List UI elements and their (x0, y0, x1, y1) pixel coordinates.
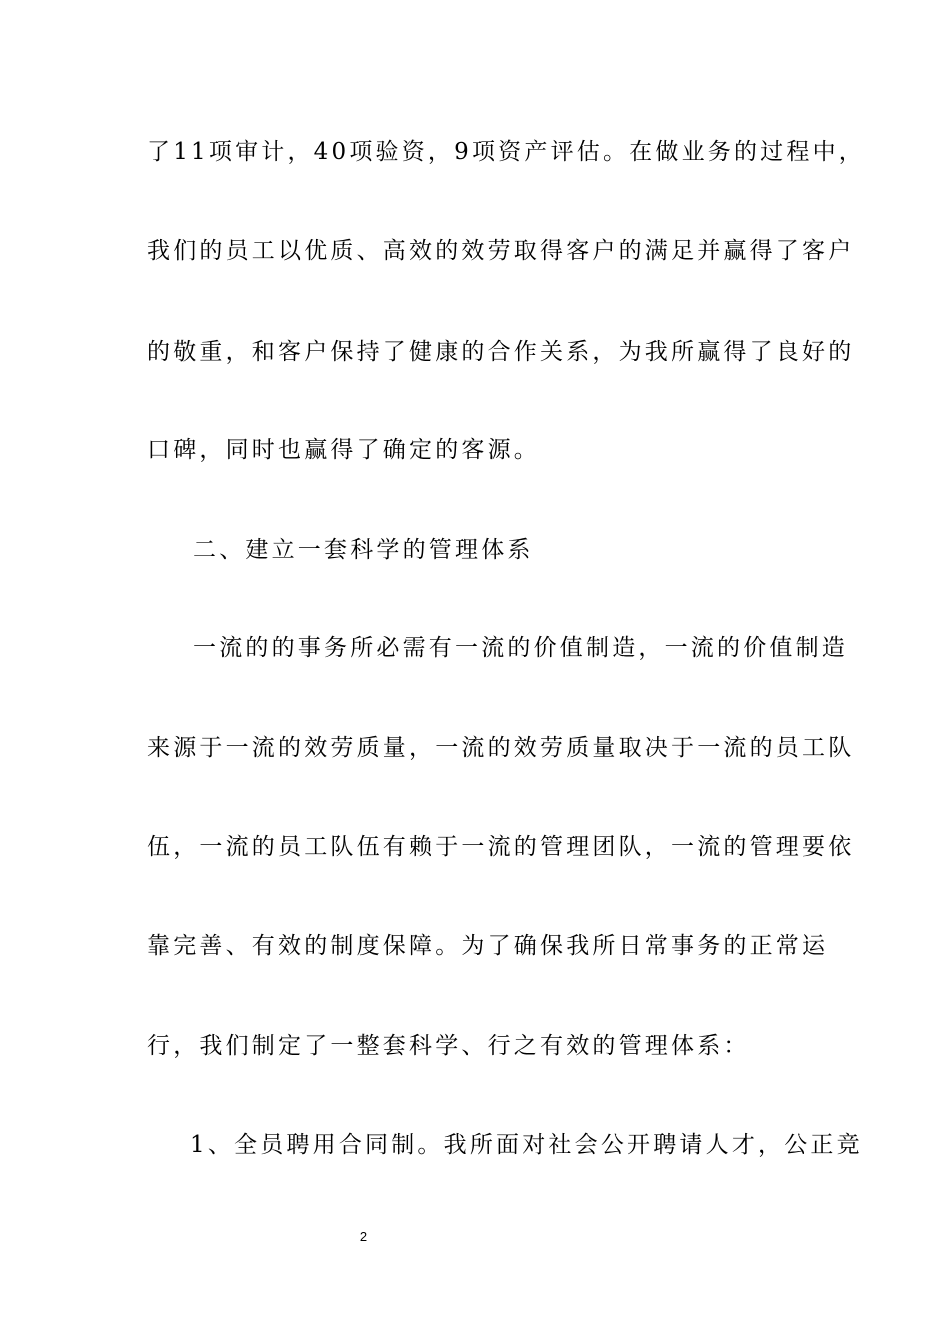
paragraph-line: 来源于一流的效劳质量，一流的效劳质量取决于一流的员工队 (147, 735, 855, 761)
paragraph-line: 口碑，同时也赢得了确定的客源。 (147, 437, 540, 463)
section-heading: 二、建立一套科学的管理体系 (193, 537, 534, 563)
paragraph-line: 了11项审计，40项验资，9项资产评估。在做业务的过程中， (147, 139, 865, 165)
paragraph-line: 我们的员工以优质、高效的效劳取得客户的满足并赢得了客户 (147, 238, 855, 264)
list-item: 1、全员聘用合同制。我所面对社会公开聘请人才，公正竞 (190, 1132, 863, 1158)
page-number: 2 (359, 1229, 368, 1244)
paragraph-line: 行，我们制定了一整套科学、行之有效的管理体系： (147, 1033, 750, 1059)
paragraph-line: 靠完善、有效的制度保障。为了确保我所日常事务的正常运 (147, 933, 829, 959)
paragraph-line: 的敬重，和客户保持了健康的合作关系，为我所赢得了良好的 (147, 339, 855, 365)
paragraph-line: 伍，一流的员工队伍有赖于一流的管理团队，一流的管理要依 (147, 834, 855, 860)
paragraph-line: 一流的的事务所必需有一流的价值制造，一流的价值制造 (193, 635, 848, 661)
